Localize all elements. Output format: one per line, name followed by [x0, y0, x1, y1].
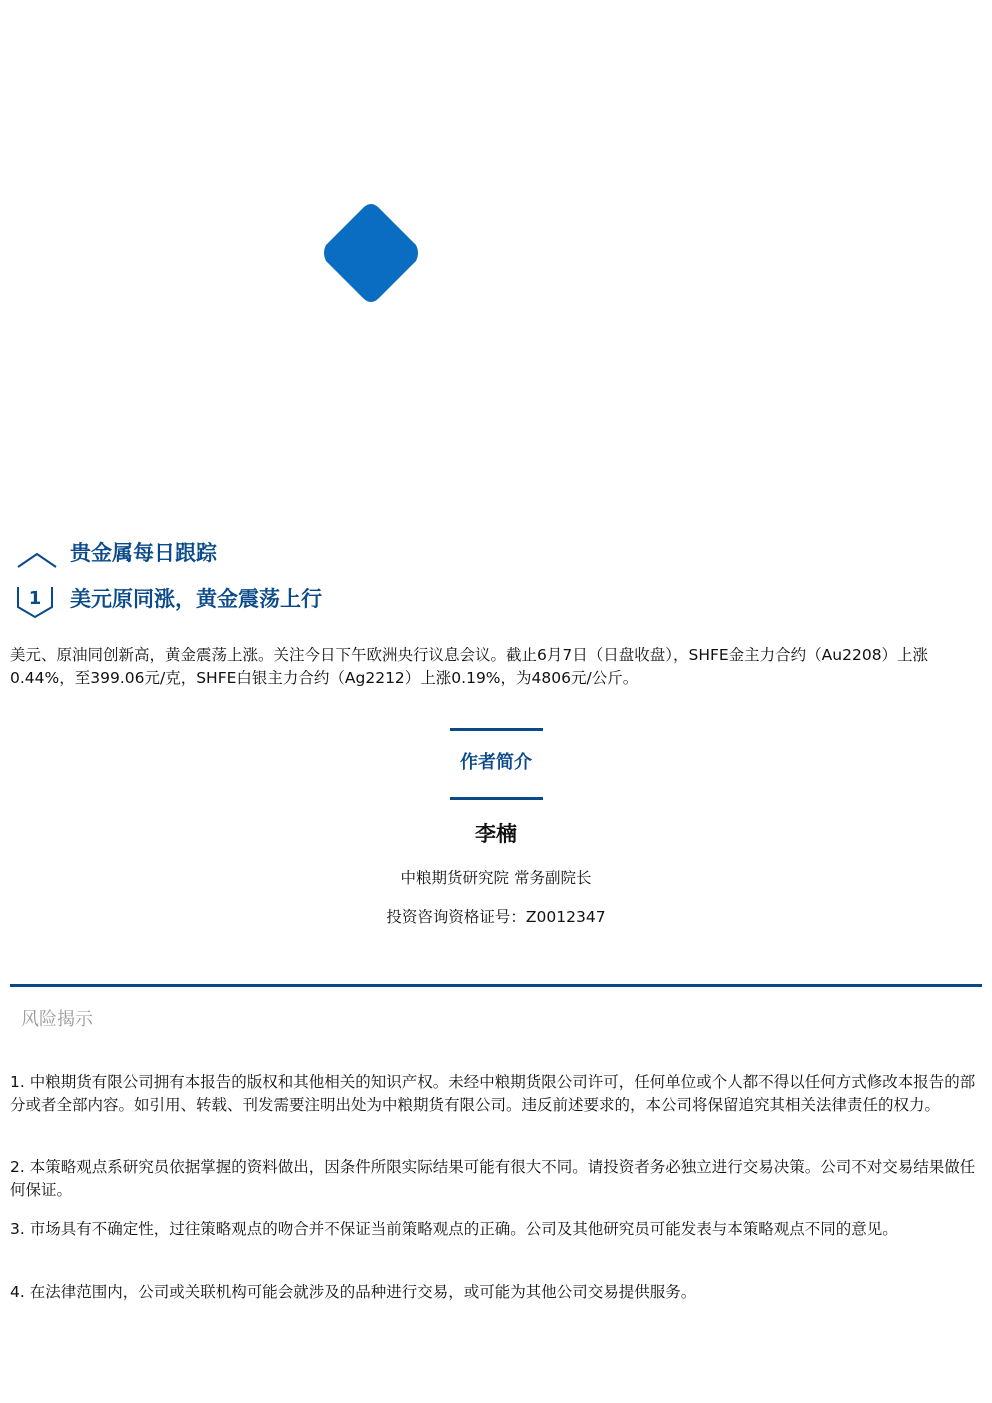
headline-header	[10, 583, 980, 623]
risk-item: 1. 中粮期货有限公司拥有本报告的版权和其他相关的知识产权。未经中粮期货限公司许可，任何单位或个人都不得以任何方式修改本报告的部分或者全部内容。如引用、转载、刊发需要注明出处为中粮期货有限公司。违反前述要求的，本公司将保留追究其相关法律责任的权力。	[10, 1073, 976, 1114]
author-bottom-rule	[450, 797, 543, 800]
blue-diamond-logo-icon	[318, 200, 424, 306]
author-heading: 作者简介	[460, 752, 532, 773]
risk-heading: 风险揭示	[21, 1009, 93, 1030]
series-title: 贵金属每日跟踪	[70, 541, 217, 565]
caret-up-icon	[16, 549, 58, 571]
author-name: 李楠	[475, 822, 517, 846]
headline-number: 1	[28, 588, 42, 609]
author-license: 投资咨询资格证号：Z0012347	[386, 908, 606, 926]
author-top-rule	[450, 728, 543, 731]
author-title: 中粮期货研究院 常务副院长	[400, 869, 592, 887]
series-header	[10, 537, 980, 577]
headline-title: 美元原同涨，黄金震荡上行	[70, 587, 322, 611]
risk-item: 4. 在法律范围内，公司或关联机构可能会就涉及的品种进行交易，或可能为其他公司交易提供服务。	[10, 1283, 697, 1301]
risk-item: 3. 市场具有不确定性，过往策略观点的吻合并不保证当前策略观点的正确。公司及其他研究员可能发表与本策略观点不同的意见。	[10, 1220, 898, 1238]
risk-item: 2. 本策略观点系研究员依据掌握的资料做出，因条件所限实际结果可能有很大不同。请投资者务必独立进行交易决策。公司不对交易结果做任何保证。	[10, 1158, 976, 1199]
risk-divider	[10, 984, 982, 987]
summary-paragraph: 美元、原油同创新高，黄金震荡上涨。关注今日下午欧洲央行议息会议。截止6月7日（日盘收盘），SHFE金主力合约（Au2208）上涨0.44%，至399.06元/克，SHFE白银主力合约（Ag2212）上涨0.19%，为4806元/公斤。	[10, 646, 929, 687]
